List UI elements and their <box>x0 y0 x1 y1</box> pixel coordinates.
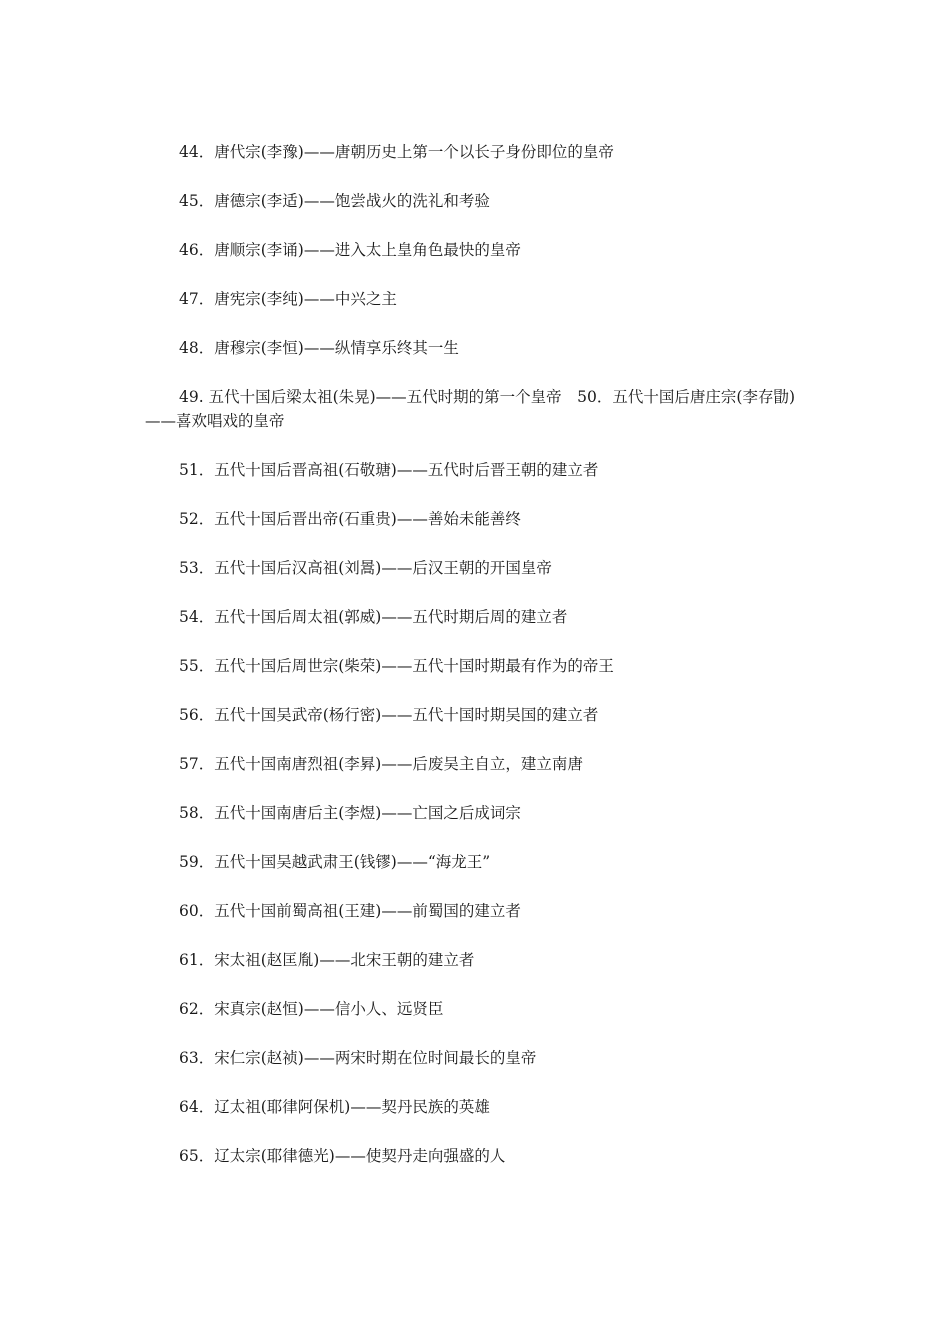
emperor-list <box>145 140 810 1193</box>
list-item-51: 51．五代十国后晋高祖(石敬瑭)——五代时后晋王朝的建立者 <box>179 461 599 479</box>
list-item-52: 52．五代十国后晋出帝(石重贵)——善始未能善终 <box>179 510 521 528</box>
list-item-45: 45．唐德宗(李适)——饱尝战火的洗礼和考验 <box>179 192 490 210</box>
list-item-46: 46．唐顺宗(李诵)——进入太上皇角色最快的皇帝 <box>179 241 521 259</box>
list-item-65: 65．辽太宗(耶律德光)——使契丹走向强盛的人 <box>179 1147 506 1165</box>
list-item-48: 48．唐穆宗(李恒)——纵情享乐终其一生 <box>179 339 459 357</box>
list-item-64: 64．辽太祖(耶律阿保机)——契丹民族的英雄 <box>179 1098 490 1116</box>
list-item-60: 60．五代十国前蜀高祖(王建)——前蜀国的建立者 <box>179 902 521 920</box>
list-item-59: 59．五代十国吴越武肃王(钱镠)——“海龙王” <box>179 853 491 871</box>
list-item-58: 58．五代十国南唐后主(李煜)——亡国之后成词宗 <box>179 804 521 822</box>
list-item-61: 61．宋太祖(赵匡胤)——北宋王朝的建立者 <box>179 951 475 969</box>
list-item-63: 63．宋仁宗(赵祯)——两宋时期在位时间最长的皇帝 <box>179 1049 537 1067</box>
list-item-54: 54．五代十国后周太祖(郭威)——五代时期后周的建立者 <box>179 608 568 626</box>
list-item-44: 44．唐代宗(李豫)——唐朝历史上第一个以长子身份即位的皇帝 <box>179 143 614 161</box>
list-item-62: 62．宋真宗(赵恒)——信小人、远贤臣 <box>179 1000 444 1018</box>
list-item-49-50: 49. 五代十国后梁太祖(朱晃)——五代时期的第一个皇帝 50．五代十国后唐庄宗(李存勖)——喜欢唱戏的皇帝 <box>145 388 795 430</box>
list-item-53: 53．五代十国后汉高祖(刘暠)——后汉王朝的开国皇帝 <box>179 559 552 577</box>
list-item-56: 56．五代十国吴武帝(杨行密)——五代十国时期吴国的建立者 <box>179 706 599 724</box>
list-item-57: 57．五代十国南唐烈祖(李昪)——后废吴主自立，建立南唐 <box>179 755 583 773</box>
list-item-55: 55．五代十国后周世宗(柴荣)——五代十国时期最有作为的帝王 <box>179 657 614 675</box>
list-item-47: 47．唐宪宗(李纯)——中兴之主 <box>179 290 397 308</box>
